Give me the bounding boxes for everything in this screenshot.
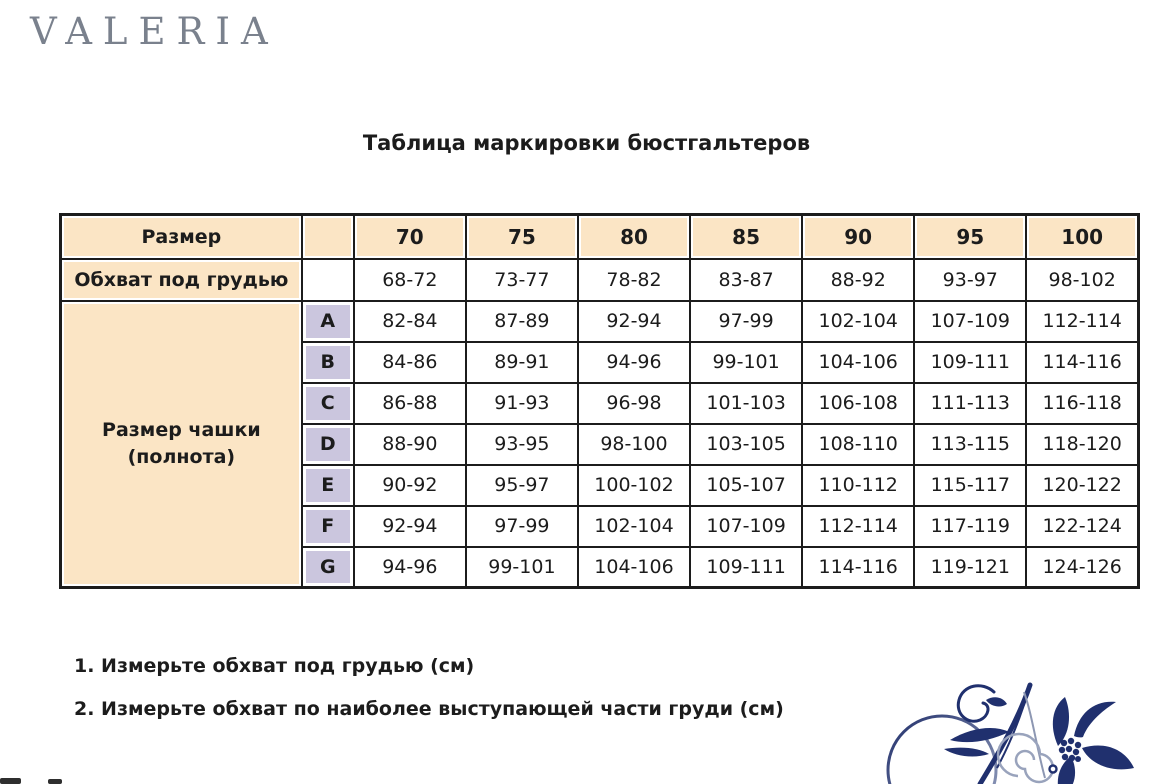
spacer-cell: [302, 259, 354, 301]
range-cell: 88-90: [354, 424, 466, 465]
range-cell: 92-94: [354, 506, 466, 547]
underbust-cell: 88-92: [802, 259, 914, 301]
range-cell: 87-89: [466, 301, 578, 342]
size-col-header: 90: [802, 215, 914, 259]
size-col-header: 85: [690, 215, 802, 259]
range-cell: 100-102: [578, 465, 690, 506]
underbust-cell: 68-72: [354, 259, 466, 301]
range-cell: 91-93: [466, 383, 578, 424]
instruction-item: 1. Измерьте обхват под грудью (см): [74, 655, 475, 677]
size-col-header: 95: [914, 215, 1026, 259]
range-cell: 99-101: [690, 342, 802, 383]
range-cell: 107-109: [690, 506, 802, 547]
size-col-header: 100: [1026, 215, 1138, 259]
measurement-instructions: [74, 655, 784, 741]
size-col-header: 70: [354, 215, 466, 259]
range-cell: 120-122: [1026, 465, 1138, 506]
instruction-item: 2. Измерьте обхват по наиболее выступающей части груди (см): [74, 698, 784, 720]
range-cell: 90-92: [354, 465, 466, 506]
range-cell: 99-101: [466, 547, 578, 588]
range-cell: 96-98: [578, 383, 690, 424]
cup-letter-cell: D: [302, 424, 354, 465]
size-col-header: 80: [578, 215, 690, 259]
range-cell: 104-106: [578, 547, 690, 588]
range-cell: 113-115: [914, 424, 1026, 465]
range-cell: 104-106: [802, 342, 914, 383]
cup-letter-cell: B: [302, 342, 354, 383]
range-cell: 115-117: [914, 465, 1026, 506]
range-cell: 97-99: [466, 506, 578, 547]
range-cell: 89-91: [466, 342, 578, 383]
range-cell: 86-88: [354, 383, 466, 424]
range-cell: 93-95: [466, 424, 578, 465]
range-cell: 105-107: [690, 465, 802, 506]
cropped-text-fragment: [48, 779, 62, 784]
underbust-cell: 73-77: [466, 259, 578, 301]
cup-size-label: Размер чашки (полнота): [61, 301, 302, 588]
range-cell: 117-119: [914, 506, 1026, 547]
underbust-row-label: Обхват под грудью: [61, 259, 302, 301]
range-cell: 102-104: [578, 506, 690, 547]
cropped-text-fragment: [0, 778, 21, 784]
underbust-cell: 98-102: [1026, 259, 1138, 301]
range-cell: 116-118: [1026, 383, 1138, 424]
berry-cluster-icon: [1059, 738, 1081, 762]
range-cell: 110-112: [802, 465, 914, 506]
range-cell: 94-96: [578, 342, 690, 383]
range-cell: 124-126: [1026, 547, 1138, 588]
range-cell: 118-120: [1026, 424, 1138, 465]
range-cell: 98-100: [578, 424, 690, 465]
cup-letter-cell: G: [302, 547, 354, 588]
underbust-cell: 78-82: [578, 259, 690, 301]
range-cell: 107-109: [914, 301, 1026, 342]
size-col-header: 75: [466, 215, 578, 259]
range-cell: 109-111: [690, 547, 802, 588]
range-cell: 84-86: [354, 342, 466, 383]
range-cell: 82-84: [354, 301, 466, 342]
cup-letter-cell: F: [302, 506, 354, 547]
spacer-cell: [302, 215, 354, 259]
range-cell: 111-113: [914, 383, 1026, 424]
range-cell: 112-114: [802, 506, 914, 547]
size-row-label: Размер: [61, 215, 302, 259]
range-cell: 108-110: [802, 424, 914, 465]
range-cell: 109-111: [914, 342, 1026, 383]
range-cell: 102-104: [802, 301, 914, 342]
range-cell: 92-94: [578, 301, 690, 342]
range-cell: 106-108: [802, 383, 914, 424]
underbust-cell: 93-97: [914, 259, 1026, 301]
brand-logo: VALERIA: [30, 10, 279, 53]
range-cell: 94-96: [354, 547, 466, 588]
cup-letter-cell: A: [302, 301, 354, 342]
page-title: Таблица маркировки бюстгальтеров: [362, 131, 811, 155]
underbust-cell: 83-87: [690, 259, 802, 301]
cup-letter-cell: C: [302, 383, 354, 424]
range-cell: 122-124: [1026, 506, 1138, 547]
bra-size-table: [59, 213, 1140, 589]
range-cell: 97-99: [690, 301, 802, 342]
range-cell: 101-103: [690, 383, 802, 424]
range-cell: 114-116: [1026, 342, 1138, 383]
range-cell: 112-114: [1026, 301, 1138, 342]
range-cell: 103-105: [690, 424, 802, 465]
floral-flourish-icon: [878, 648, 1173, 784]
range-cell: 114-116: [802, 547, 914, 588]
range-cell: 119-121: [914, 547, 1026, 588]
range-cell: 95-97: [466, 465, 578, 506]
cup-letter-cell: E: [302, 465, 354, 506]
